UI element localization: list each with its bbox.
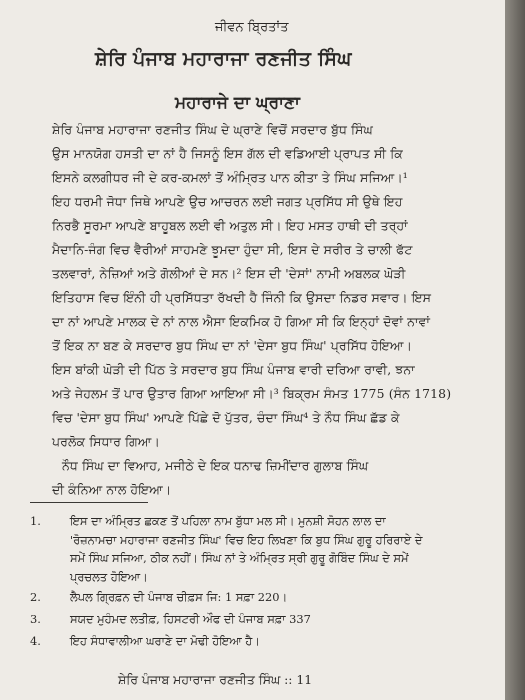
footnote-line: 'ਰੋਜ਼ਨਾਮਚਾ ਮਹਾਰਾਜਾ ਰਣਜੀਤ ਸਿੰਘ' ਵਿਚ ਇਹ ਲਿਖਣਾ ਕਿ ਬੁਧ ਸਿੰਘ ਗੁਰੂ ਹਰਿਰਾਏ ਦੇ — [70, 532, 423, 547]
body-line: ਮੈਦਾਨਿ-ਜੰਗ ਵਿਚ ਵੈਰੀਆਂ ਸਾਹਮਣੇ ਝੂਮਦਾ ਹੁੰਦਾ ਸੀ, ਇਸ ਦੇ ਸਰੀਰ ਤੇ ਚਾਲੀ ਫੱਟ — [52, 242, 413, 257]
body-line: ਤਲਵਾਰਾਂ, ਨੇਜ਼ਿਆਂ ਅਤੇ ਗੋਲੀਆਂ ਦੇ ਸਨ।² ਇਸ ਦੀ 'ਦੇਸਾਂ' ਨਾਮੀ ਅਬਲਕ ਘੋੜੀ — [52, 266, 406, 281]
page-title: ਸ਼ੇਰਿ ਪੰਜਾਬ ਮਹਾਰਾਜਾ ਰਣਜੀਤ ਸਿੰਘ — [95, 48, 352, 70]
body-line: ਇਹ ਧਰਮੀ ਜੋਧਾ ਜਿਥੇ ਆਪਣੇ ਉਚ ਆਚਰਨ ਲਈ ਜਗਤ ਪ੍ਰਸਿੱਧ ਸੀ ਉਥੇ ਇਹ — [52, 194, 403, 209]
footnote-number: 2. — [30, 590, 41, 604]
footnote-line: ਪ੍ਰਚਲਤ ਹੋਇਆ। — [70, 569, 148, 584]
footnote-number: 1. — [30, 514, 41, 528]
footnote-number: 4. — [30, 634, 41, 648]
footnote-divider — [30, 502, 148, 503]
body-line: ਦਾ ਨਾਂ ਆਪਣੇ ਮਾਲਕ ਦੇ ਨਾਂ ਨਾਲ ਐਸਾ ਇਕਮਿਕ ਹੋ ਗਿਆ ਸੀ ਕਿ ਇਨ੍ਹਾਂ ਦੋਵਾਂ ਨਾਵਾਂ — [52, 314, 430, 329]
section-kicker: ਜੀਵਨ ਬ੍ਰਿਤਾਂਤ — [215, 20, 289, 35]
body-line: ਨੌਧ ਸਿੰਘ ਦਾ ਵਿਆਹ, ਮਜੀਠੇ ਦੇ ਇਕ ਧਨਾਢ ਜ਼ਿਮੀਂਦਾਰ ਗੁਲਾਬ ਸਿੰਘ — [62, 458, 369, 473]
body-line: ਸ਼ੇਰਿ ਪੰਜਾਬ ਮਹਾਰਾਜਾ ਰਣਜੀਤ ਸਿੰਘ ਦੇ ਘ੍ਰਾਣੇ ਵਿਚੋਂ ਸਰਦਾਰ ਬੁੱਧ ਸਿੰਘ — [52, 122, 373, 137]
running-footer: ਸ਼ੇਰਿ ਪੰਜਾਬ ਮਹਾਰਾਜਾ ਰਣਜੀਤ ਸਿੰਘ :: 11 — [118, 672, 313, 687]
footnote-line: ਇਸ ਦਾ ਅੰਮ੍ਰਿਤ ਛਕਣ ਤੋਂ ਪਹਿਲਾ ਨਾਮ ਬੁੱਧਾ ਮਲ ਸੀ। ਮੁਨਸ਼ੀ ਸੋਹਨ ਲਾਲ ਦਾ — [70, 514, 386, 528]
page-edge-shadow — [505, 0, 525, 700]
body-line: ਇਸਨੇ ਕਲਗੀਧਰ ਜੀ ਦੇ ਕਰ-ਕਮਲਾਂ ਤੋਂ ਅੰਮ੍ਰਿਤ ਪਾਨ ਕੀਤਾ ਤੇ ਸਿੰਘ ਸਜਿਆ।¹ — [52, 170, 408, 185]
body-line: ਵਿਚ 'ਦੇਸਾ ਬੁਧ ਸਿੰਘ' ਆਪਣੇ ਪਿੱਛੇ ਦੋ ਪੁੱਤਰ, ਚੰਦਾ ਸਿੰਘ⁴ ਤੇ ਨੌਧ ਸਿੰਘ ਛੱਡ ਕੇ — [52, 410, 400, 425]
body-line: ਪਰਲੋਕ ਸਿਧਾਰ ਗਿਆ। — [52, 434, 160, 449]
body-line: ਦੀ ਕੰਨਿਆ ਨਾਲ ਹੋਇਆ। — [52, 482, 172, 497]
footnote-line: ਸਯਦ ਮੁਹੰਮਦ ਲਤੀਫ਼, ਹਿਸਟਰੀ ਔਫ ਦੀ ਪੰਜਾਬ ਸਫ਼ਾ 337 — [70, 612, 311, 626]
chapter-subtitle: ਮਹਾਰਾਜੇ ਦਾ ਘ੍ਰਾਣਾ — [175, 93, 300, 113]
body-line: ਤੋਂ ਇਕ ਨਾ ਬਣ ਕੇ ਸਰਦਾਰ ਬੁਧ ਸਿੰਘ ਦਾ ਨਾਂ 'ਦੇਸਾ ਬੁਧ ਸਿੰਘ' ਪ੍ਰਸਿੱਧ ਹੋਇਆ। — [52, 338, 412, 353]
body-line: ਇਸ ਬਾਂਕੀ ਘੋੜੀ ਦੀ ਪਿੱਠ ਤੇ ਸਰਦਾਰ ਬੁਧ ਸਿੰਘ ਪੰਜਾਬ ਵਾਰੀ ਦਰਿਆ ਰਾਵੀ, ਝਨਾ — [52, 362, 415, 377]
body-line: ਉਸ ਮਾਨਯੋਗ ਹਸਤੀ ਦਾ ਨਾਂ ਹੈ ਜਿਸਨੂੰ ਇਸ ਗੱਲ ਦੀ ਵਡਿਆਈ ਪ੍ਰਾਪਤ ਸੀ ਕਿ — [52, 146, 403, 161]
footnote-line: ਇਹ ਸੰਧਾਵਾਲੀਆ ਘਰਾਣੇ ਦਾ ਮੋਢੀ ਹੋਇਆ ਹੈ। — [70, 634, 260, 648]
body-line: ਅਤੇ ਜੇਹਲਮ ਤੋਂ ਪਾਰ ਉਤਾਰ ਗਿਆ ਆਇਆ ਸੀ।³ ਬਿਕ੍ਰਮ ਸੰਮਤ 1775 (ਸੰਨ 1718) — [52, 386, 452, 401]
footnote-number: 3. — [30, 612, 41, 626]
footnote-line: ਲੈਪਲ ਗ੍ਰਿਫ਼ਨ ਦੀ ਪੰਜਾਬ ਚੀਫ਼ਸ ਜਿ: 1 ਸਫ਼ਾ 220। — [70, 590, 288, 604]
footnote-line: ਸਮੇਂ ਸਿੰਘ ਸਜਿਆ, ਠੀਕ ਨਹੀਂ। ਸਿੰਘ ਨਾਂ ਤੇ ਅੰਮ੍ਰਿਤ ਸ੍ਰੀ ਗੁਰੂ ਗੋਬਿੰਦ ਸਿੰਘ ਦੇ ਸਮੇਂ — [70, 551, 409, 565]
body-line: ਨਿਰਭੈ ਸੂਰਮਾ ਆਪਣੇ ਬਾਹੂਬਲ ਲਈ ਵੀ ਅਤੁਲ ਸੀ। ਇਹ ਮਸਤ ਹਾਥੀ ਦੀ ਤਰ੍ਹਾਂ — [52, 218, 408, 233]
body-line: ਇਤਿਹਾਸ ਵਿਚ ਇੰਨੀ ਹੀ ਪ੍ਰਸਿੱਧਤਾ ਰੱਖਦੀ ਹੈ ਜਿੰਨੀ ਕਿ ਉਸਦਾ ਨਿਡਰ ਸਵਾਰ। ਇਸ — [52, 290, 432, 305]
